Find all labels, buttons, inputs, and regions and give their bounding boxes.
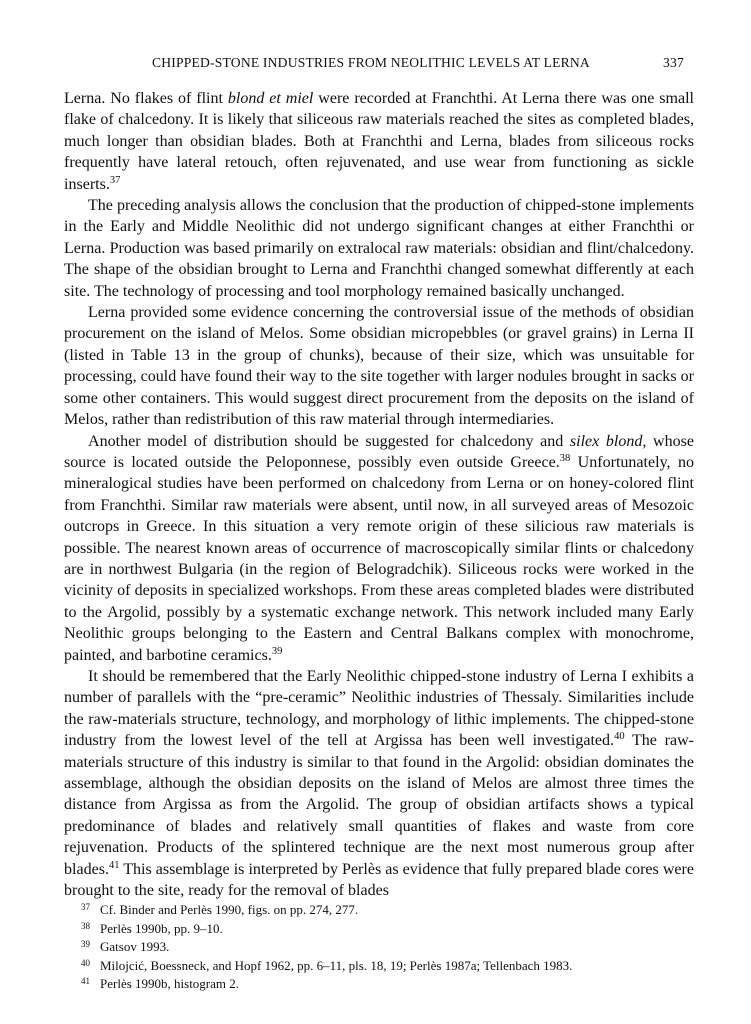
main-text [64,88,694,901]
paragraph-2: The preceding analysis allows the conclusion that the production of chipped-stone implements in the Early and Middle Neolithic did not undergo significant changes at either Franchthi or Lerna. Production was based primarily on extralocal raw materials: obsidian and flint/chalcedony. The shape of the obsidian brought to Lerna and Franchthi changed somewhat differently at each site. The technology of processing and tool morphology remained basically unchanged. [64,197,694,300]
footnote-text: Milojcić, Boessneck, and Hopf 1962, pp. 6–11, pls. 18, 19; Perlès 1987a; Tellenbach 1983. [100,957,573,973]
footnote-text: Cf. Binder and Perlès 1990, figs. on pp. 274, 277. [100,902,359,917]
footnote-ref: 40 [614,731,625,743]
italic-term: blond et miel [227,90,314,107]
footnote-ref: 39 [271,645,283,657]
footnote-text: Perlès 1990b, pp. 9–10. [100,920,223,936]
footnote [64,975,684,994]
paragraph-3: Lerna provided some evidence concerning the controversial issue of the methods of obsidian procurement on the island of Melos. Some obsidian micropebbles (or gravel grains) in Lerna II (listed in Table 13 in the group of chunks), because of their size, which was unsuitable for processing, could have found their way to the site together with larger nodules brought in sacks or some other containers. This would suggest direct procurement from the deposits on the island of Melos, rather than redistribution of this raw material through intermediaries. [64,304,694,429]
footnote-ref: 37 [109,174,121,186]
paragraph-5: It should be remembered that the Early Neolithic chipped-stone industry of Lerna I exhibits a number of parallels with the “pre-ceramic” Neolithic industries of Thessaly. Similarities include the raw-materials structure, technology, and morphology of lithic implements. The chipped-stone industry from the lowest level of the tell at Argissa has been well investigated.$^{40}$ The raw-materials structure of this industry is similar to that found in the Argolid: obsidian dominates the assemblage, although the obsidian deposits on the island of Melos are almost three times the distance from Argissa as from the Argolid. The group of obsidian artifacts shows a typical predominance of blades and relatively small quantities of flakes and waste from core rejuvenation. Products of the splintered technique are the next most numerous group after blades.$^{41}$ This assemblage is interpreted by Perlès as evidence that fully prepared blade cores were brought to the site, ready for the removal of blades [64,667,694,900]
footnote-number: 40 [81,957,90,968]
footnote-text: Perlès 1990b, histogram 2. [100,976,240,992]
footnote [64,920,684,939]
running-header [64,53,684,75]
footnote-number: 37 [81,902,90,912]
footnote-ref: 41 [108,859,120,871]
footnotes [64,901,684,994]
italic-term: silex blond, [569,432,647,450]
footnote [64,901,684,920]
footnote-ref: 38 [559,452,571,464]
footnote-number: 38 [81,920,90,931]
footnote-number: 41 [81,976,90,987]
footnote-number: 39 [81,939,90,950]
running-title: CHIPPED-STONE INDUSTRIES FROM NEOLITHIC LEVELS AT LERNA [152,55,590,70]
footnote [64,957,684,976]
footnote [64,938,684,957]
page-number: 337 [663,55,684,70]
paragraph-1: Lerna. No flakes of flint blond et miel were recorded at Franchthi. At Lerna there was one small flake of chalcedony. It is likely that siliceous raw materials reached the sites as completed blades, much longer than obsidian blades. Both at Franchthi and Lerna, blades from siliceous rocks frequently have lateral retouch, often rejuvenated, and use wear from functioning as sickle inserts.$^{37}$ [64,90,695,193]
paragraph-4: Another model of distribution should be suggested for chalcedony and silex blond, whose source is located outside the Peloponnese, possibly even outside Greece.$^{38}$ Unfortunately, no mineralogical studies have been performed on chalcedony from Lerna or on honey-colored flint from Franchthi. Similar raw materials were absent, until now, in all surveyed areas of Mesozoic outcrops in Greece. In this situation a very remote origin of these silicious raw materials is possible. The nearest known areas of occurrence of macroscopically similar flints or chalcedony are in northwest Bulgaria (in the region of Belogradchik). Siliceous rocks were worked in the vicinity of deposits in specialized workshops. From these areas completed blades were distributed to the Argolid, possibly by a systematic exchange network. This network included many Early Neolithic groups belonging to the Eastern and Central Balkans complex with monochrome, painted, and barbotine ceramics.$^{39}$ [64,432,694,664]
footnote-text: Gatsov 1993. [100,939,170,955]
